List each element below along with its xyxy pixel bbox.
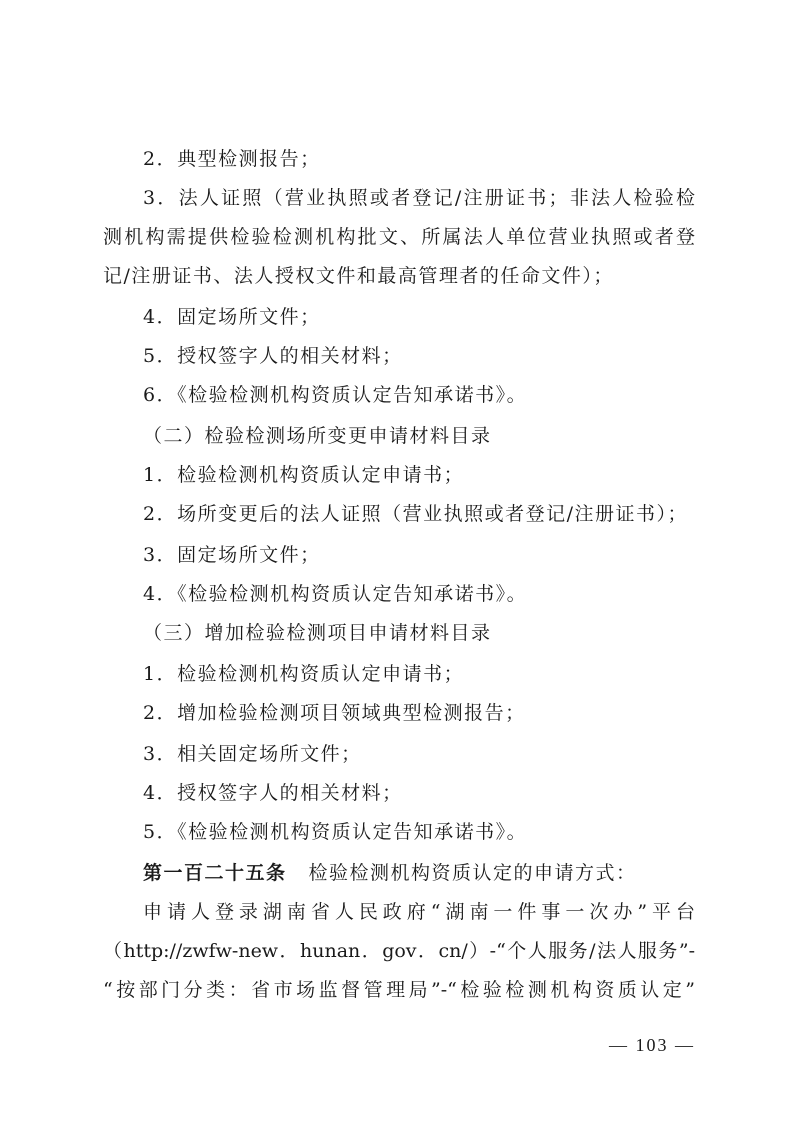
text-line: 2．增加检验检测项目领域典型检测报告； — [143, 702, 526, 724]
text-line: 测机构需提供检验检测机构批文、所属法人单位营业执照或者登 — [103, 226, 695, 248]
text-line: 申请人登录湖南省人民政府“湖南一件事一次办”平台 — [143, 901, 695, 923]
text-line: 6．《检验检测机构资质认定告知承诺书》。 — [143, 384, 528, 406]
text-line: 4．固定场所文件； — [143, 306, 321, 328]
text-line: 2．场所变更后的法人证照（营业执照或者登记/注册证书）； — [143, 503, 688, 525]
article-heading: 第一百二十五条 — [143, 862, 287, 884]
text-line: 3．相关固定场所文件； — [143, 743, 362, 765]
text-line: 3．固定场所文件； — [143, 544, 321, 566]
text-line: 3．法人证照（营业执照或者登记/注册证书；非法人检验检 — [143, 187, 695, 209]
text-line: 1．检验检测机构资质认定申请书； — [143, 464, 465, 486]
text-line: 4．授权签字人的相关材料； — [143, 782, 403, 804]
text-line: 5．授权签字人的相关材料； — [143, 345, 403, 367]
text-line: 5．《检验检测机构资质认定告知承诺书》。 — [143, 821, 528, 843]
text-line: “按部门分类：省市场监督管理局”-“检验检测机构资质认定” — [103, 979, 695, 1001]
text-line: 1．检验检测机构资质认定申请书； — [143, 663, 465, 685]
page-number: — 103 — — [609, 1035, 695, 1055]
section-heading: （三）增加检验检测项目申请材料目录 — [143, 622, 492, 644]
section-heading: （二）检验检测场所变更申请材料目录 — [143, 425, 492, 447]
text-line: （http://zwfw-new．hunan．gov．cn/）-“个人服务/法人服务”- — [103, 940, 695, 962]
text-line: 4．《检验检测机构资质认定告知承诺书》。 — [143, 583, 528, 605]
text-line: 记/注册证书、法人授权文件和最高管理者的任命文件）； — [103, 265, 614, 287]
article-line — [143, 860, 695, 886]
article-text: 检验检测机构资质认定的申请方式： — [308, 862, 637, 884]
text-line: 2．典型检测报告； — [143, 148, 321, 170]
